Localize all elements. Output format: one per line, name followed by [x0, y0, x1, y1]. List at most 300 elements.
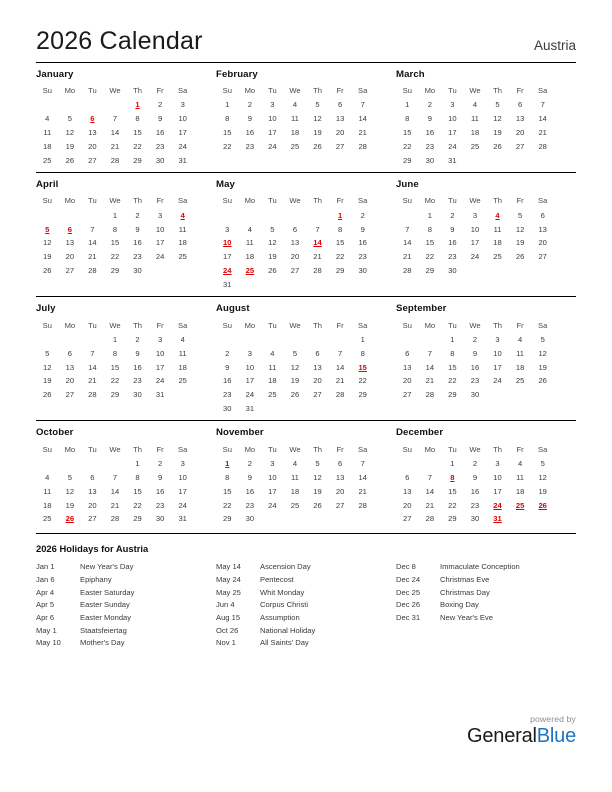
- weekday-header-th: Th: [493, 320, 502, 330]
- empty-day-cell: [509, 512, 532, 526]
- weekday-header-su: Su: [402, 196, 412, 206]
- month-name: January: [36, 68, 74, 80]
- day-cell: 27: [403, 390, 412, 400]
- holiday-name: Easter Saturday: [80, 587, 135, 597]
- month-block-august: [216, 303, 396, 415]
- day-cell: 9: [247, 472, 252, 482]
- week-row: [216, 277, 374, 291]
- day-cell: 31: [245, 403, 255, 413]
- day-cell: 13: [290, 238, 300, 248]
- day-cell: 23: [245, 141, 255, 151]
- day-cell: 23: [133, 252, 142, 262]
- empty-day-cell: [239, 208, 262, 222]
- day-cell: 30: [133, 390, 142, 400]
- empty-day-cell: [329, 333, 352, 347]
- page-title: 2026 Calendar: [36, 27, 203, 55]
- day-cell: 29: [110, 390, 120, 400]
- day-cell: 31: [448, 155, 457, 165]
- day-cell: 28: [88, 265, 97, 275]
- day-cell: 5: [67, 472, 72, 482]
- day-cell: 2: [450, 210, 455, 220]
- month-block-december: [396, 427, 576, 525]
- day-cell: 7: [112, 114, 118, 124]
- day-cell: 22: [223, 500, 232, 510]
- holiday-day-cell: 26: [538, 500, 547, 510]
- day-cell: 10: [493, 348, 502, 358]
- week-row: [36, 139, 194, 153]
- holidays-title: 2026 Holidays for Austria: [36, 542, 149, 554]
- holiday-list-item: [36, 611, 210, 624]
- week-row: [396, 112, 554, 126]
- day-cell: 24: [178, 141, 187, 151]
- day-cell: 11: [291, 114, 299, 124]
- weekday-header-sa: Sa: [538, 444, 548, 454]
- day-cell: 23: [155, 141, 165, 151]
- day-cell: 15: [403, 127, 412, 137]
- week-row: [216, 484, 374, 498]
- day-cell: 24: [268, 141, 277, 151]
- day-cell: 16: [470, 486, 480, 496]
- day-cell: 12: [43, 362, 52, 372]
- day-cell: 10: [268, 472, 277, 482]
- weekday-header-su: Su: [42, 196, 52, 206]
- day-cell: 21: [403, 252, 412, 262]
- day-cell: 4: [472, 100, 478, 110]
- holidays-columns: [36, 561, 576, 650]
- weekday-header-th: Th: [313, 86, 322, 95]
- day-cell: 21: [538, 127, 547, 137]
- month-name: May: [216, 178, 235, 190]
- day-cell: 4: [247, 224, 252, 234]
- day-cell: 14: [358, 114, 367, 124]
- weekday-header-fr: Fr: [336, 444, 344, 454]
- day-cell: 11: [471, 114, 479, 124]
- day-cell: 27: [65, 390, 75, 400]
- empty-day-cell: [59, 208, 82, 222]
- day-cell: 9: [225, 362, 230, 372]
- week-row: [216, 346, 374, 360]
- day-cell: 18: [245, 252, 255, 262]
- day-cell: 9: [247, 114, 252, 124]
- day-cell: 19: [268, 252, 277, 262]
- day-cell: 27: [313, 390, 322, 400]
- week-row: [396, 484, 554, 498]
- holiday-day-cell: 24: [493, 500, 502, 510]
- day-cell: 9: [427, 114, 432, 124]
- day-cell: 26: [290, 390, 300, 400]
- day-cell: 3: [225, 224, 230, 234]
- month-name: February: [216, 68, 258, 80]
- day-cell: 4: [292, 459, 298, 469]
- weekday-header-th: Th: [493, 444, 502, 454]
- day-cell: 31: [178, 514, 187, 524]
- holiday-name: New Year's Eve: [440, 612, 493, 622]
- holiday-list-item: [396, 611, 570, 624]
- holiday-day-cell: 1: [135, 100, 140, 110]
- day-cell: 6: [315, 348, 320, 358]
- day-cell: 2: [427, 100, 432, 110]
- day-cell: 2: [360, 210, 365, 220]
- day-cell: 15: [448, 362, 457, 372]
- weekday-header-row: [396, 319, 554, 333]
- day-cell: 5: [315, 100, 320, 110]
- weekday-header-su: Su: [222, 196, 232, 206]
- day-cell: 16: [223, 376, 232, 386]
- day-cell: 7: [337, 348, 343, 358]
- week-row: [36, 471, 194, 485]
- day-cell: 29: [335, 265, 345, 275]
- day-cell: 25: [470, 141, 480, 151]
- day-cell: 13: [65, 362, 75, 372]
- quarter-row: [36, 172, 576, 296]
- day-cell: 12: [290, 362, 300, 372]
- day-cell: 29: [133, 514, 142, 524]
- day-cell: 1: [450, 459, 455, 469]
- day-cell: 21: [358, 486, 367, 496]
- week-row: [36, 153, 194, 167]
- day-cell: 6: [337, 459, 343, 469]
- day-cell: 5: [495, 100, 500, 110]
- weekday-header-tu: Tu: [268, 444, 277, 454]
- holiday-list-item: [36, 561, 210, 574]
- weekday-header-sa: Sa: [178, 86, 188, 95]
- weekday-header-tu: Tu: [268, 196, 277, 206]
- weekday-header-mo: Mo: [244, 196, 256, 206]
- day-cell: 19: [43, 376, 52, 386]
- weekday-header-tu: Tu: [448, 444, 457, 454]
- day-cell: 3: [495, 459, 500, 469]
- day-cell: 18: [268, 376, 277, 386]
- month-block-september: [396, 303, 576, 415]
- day-cell: 8: [405, 114, 410, 124]
- holiday-date: Dec 8: [396, 562, 416, 572]
- day-cell: 12: [313, 472, 322, 482]
- week-row: [216, 360, 374, 374]
- empty-day-cell: [351, 277, 374, 291]
- day-cell: 19: [313, 127, 322, 137]
- day-cell: 29: [425, 265, 435, 275]
- day-cell: 16: [133, 238, 142, 248]
- week-row: [36, 264, 194, 278]
- day-cell: 13: [313, 362, 322, 372]
- empty-day-cell: [216, 208, 239, 222]
- weekday-header-row: [216, 319, 374, 333]
- weekday-header-row: [216, 85, 374, 99]
- weekday-header-fr: Fr: [156, 320, 164, 330]
- day-cell: 23: [470, 500, 480, 510]
- weekday-header-mo: Mo: [64, 196, 76, 206]
- holiday-day-cell: 4: [180, 210, 185, 220]
- holiday-day-cell: 14: [313, 238, 322, 248]
- holiday-date: May 10: [36, 638, 61, 648]
- day-cell: 4: [45, 114, 50, 124]
- day-cell: 30: [245, 514, 255, 524]
- day-cell: 25: [268, 390, 277, 400]
- weekday-header-sa: Sa: [358, 444, 368, 454]
- month-block-july: [36, 303, 216, 415]
- day-cell: 8: [112, 348, 118, 358]
- day-cell: 7: [427, 348, 432, 358]
- day-cell: 29: [223, 514, 232, 524]
- country-label: Austria: [533, 37, 576, 53]
- day-cell: 8: [427, 224, 432, 234]
- weekday-header-mo: Mo: [64, 444, 76, 454]
- weekday-header-th: Th: [133, 444, 142, 454]
- weekday-header-we: We: [109, 320, 121, 330]
- day-cell: 18: [178, 238, 187, 248]
- holiday-list-item: [216, 599, 390, 612]
- day-cell: 5: [292, 348, 298, 358]
- day-cell: 26: [515, 252, 525, 262]
- day-cell: 16: [245, 486, 255, 496]
- weekday-header-fr: Fr: [516, 196, 524, 206]
- day-cell: 26: [493, 141, 502, 151]
- calendar-grid: [36, 62, 576, 531]
- weekday-header-mo: Mo: [64, 86, 76, 95]
- week-row: [216, 208, 374, 222]
- quarter-row: [36, 420, 576, 530]
- day-cell: 1: [360, 334, 365, 344]
- empty-day-cell: [171, 264, 194, 278]
- month-block-october: [36, 427, 216, 525]
- day-cell: 20: [290, 252, 300, 262]
- day-cell: 24: [178, 500, 187, 510]
- holiday-list-item: [396, 599, 570, 612]
- day-cell: 12: [65, 486, 75, 496]
- day-cell: 4: [45, 472, 50, 482]
- empty-day-cell: [351, 512, 374, 526]
- day-cell: 3: [180, 459, 185, 469]
- day-cell: 20: [335, 127, 345, 137]
- weekday-header-fr: Fr: [336, 320, 344, 330]
- day-cell: 2: [247, 100, 252, 110]
- empty-day-cell: [104, 98, 127, 112]
- day-cell: 18: [493, 238, 502, 248]
- month-day-grid: [36, 195, 194, 277]
- holiday-date: Dec 31: [396, 612, 421, 622]
- week-row: [36, 126, 194, 140]
- day-cell: 10: [178, 472, 187, 482]
- day-cell: 27: [515, 141, 525, 151]
- holiday-name: Ascension Day: [260, 562, 311, 572]
- holiday-name: Christmas Day: [440, 587, 490, 597]
- holiday-list-item: [216, 637, 390, 650]
- day-cell: 20: [515, 127, 525, 137]
- holiday-date: Apr 6: [36, 612, 55, 622]
- day-cell: 23: [223, 390, 232, 400]
- week-row: [36, 236, 194, 250]
- day-cell: 7: [540, 100, 545, 110]
- holiday-date: Dec 26: [396, 600, 421, 610]
- empty-day-cell: [284, 208, 307, 222]
- day-cell: 10: [155, 348, 165, 358]
- day-cell: 3: [180, 100, 185, 110]
- day-cell: 18: [43, 500, 52, 510]
- day-cell: 7: [405, 224, 410, 234]
- weekday-header-su: Su: [42, 444, 52, 454]
- day-cell: 10: [155, 224, 165, 234]
- week-row: [216, 222, 374, 236]
- day-cell: 1: [135, 459, 140, 469]
- day-cell: 17: [493, 486, 502, 496]
- day-cell: 7: [112, 472, 118, 482]
- empty-day-cell: [486, 388, 509, 402]
- holiday-name: Immaculate Conception: [440, 562, 520, 572]
- day-cell: 12: [65, 127, 75, 137]
- day-cell: 15: [110, 362, 120, 372]
- holidays-section: [36, 533, 576, 650]
- day-cell: 11: [516, 348, 525, 358]
- holiday-date: Oct 26: [216, 625, 239, 635]
- day-cell: 26: [268, 265, 277, 275]
- day-cell: 29: [110, 265, 120, 275]
- day-cell: 25: [178, 252, 187, 262]
- day-cell: 5: [540, 334, 545, 344]
- day-cell: 9: [472, 472, 478, 482]
- day-cell: 16: [470, 362, 480, 372]
- day-cell: 16: [133, 362, 142, 372]
- day-cell: 28: [88, 390, 97, 400]
- empty-day-cell: [306, 512, 329, 526]
- day-cell: 20: [335, 486, 345, 496]
- day-cell: 5: [540, 459, 545, 469]
- holiday-name: Easter Sunday: [80, 600, 130, 610]
- month-name: December: [396, 427, 444, 439]
- holiday-column: [36, 561, 216, 650]
- day-cell: 22: [110, 376, 120, 386]
- holiday-list-item: [36, 573, 210, 586]
- day-cell: 30: [155, 514, 165, 524]
- day-cell: 17: [178, 127, 187, 137]
- day-cell: 23: [448, 252, 457, 262]
- empty-day-cell: [306, 333, 329, 347]
- day-cell: 22: [335, 252, 345, 262]
- weekday-header-tu: Tu: [88, 86, 97, 95]
- day-cell: 29: [133, 155, 142, 165]
- weekday-header-su: Su: [222, 320, 232, 330]
- day-cell: 10: [245, 362, 255, 372]
- week-row: [36, 112, 194, 126]
- day-cell: 9: [472, 348, 478, 358]
- day-cell: 29: [358, 390, 367, 400]
- day-cell: 2: [157, 100, 163, 110]
- day-cell: 2: [135, 334, 140, 344]
- week-row: [396, 346, 554, 360]
- day-cell: 6: [540, 210, 545, 220]
- day-cell: 15: [133, 486, 142, 496]
- empty-day-cell: [104, 457, 127, 471]
- holiday-date: Apr 5: [36, 600, 55, 610]
- day-cell: 8: [337, 224, 343, 234]
- day-cell: 7: [360, 459, 365, 469]
- week-row: [36, 374, 194, 388]
- day-cell: 11: [178, 224, 187, 234]
- day-cell: 6: [337, 100, 343, 110]
- week-row: [216, 402, 374, 416]
- day-cell: 2: [157, 459, 163, 469]
- empty-day-cell: [36, 457, 59, 471]
- empty-day-cell: [351, 402, 374, 416]
- day-cell: 14: [110, 127, 120, 137]
- weekday-header-row: [216, 443, 374, 457]
- empty-day-cell: [216, 333, 239, 347]
- quarter-row: [36, 296, 576, 420]
- empty-day-cell: [531, 264, 554, 278]
- weekday-header-row: [36, 195, 194, 209]
- weekday-header-su: Su: [42, 320, 52, 330]
- weekday-header-sa: Sa: [178, 320, 188, 330]
- month-block-march: [396, 69, 576, 167]
- weekday-header-tu: Tu: [88, 444, 97, 454]
- day-cell: 22: [448, 500, 457, 510]
- day-cell: 3: [270, 100, 275, 110]
- day-cell: 4: [517, 459, 523, 469]
- holiday-name: Christmas Eve: [440, 574, 490, 584]
- empty-day-cell: [306, 208, 329, 222]
- month-block-november: [216, 427, 396, 525]
- holiday-day-cell: 1: [225, 459, 230, 469]
- month-day-grid: [396, 319, 554, 401]
- holiday-list-item: [216, 611, 390, 624]
- weekday-header-we: We: [469, 320, 481, 330]
- weekday-header-th: Th: [493, 196, 502, 206]
- week-row: [396, 236, 554, 250]
- weekday-header-th: Th: [313, 196, 322, 206]
- weekday-header-we: We: [109, 86, 121, 95]
- day-cell: 16: [245, 127, 255, 137]
- holiday-list-item: [396, 586, 570, 599]
- day-cell: 26: [43, 265, 52, 275]
- weekday-header-su: Su: [222, 444, 232, 454]
- day-cell: 1: [450, 334, 455, 344]
- day-cell: 13: [88, 486, 97, 496]
- month-block-april: [36, 179, 216, 291]
- day-cell: 19: [538, 362, 547, 372]
- day-cell: 2: [225, 348, 230, 358]
- day-cell: 3: [270, 459, 275, 469]
- empty-day-cell: [261, 277, 284, 291]
- weekday-header-fr: Fr: [336, 196, 344, 206]
- day-cell: 15: [425, 238, 435, 248]
- day-cell: 5: [315, 459, 320, 469]
- holiday-list-item: [216, 586, 390, 599]
- day-cell: 6: [517, 100, 523, 110]
- weekday-header-tu: Tu: [448, 196, 457, 206]
- day-cell: 5: [270, 224, 275, 234]
- week-row: [216, 333, 374, 347]
- weekday-header-th: Th: [313, 444, 322, 454]
- month-block-may: [216, 179, 396, 291]
- holiday-day-cell: 6: [90, 114, 95, 124]
- day-cell: 5: [517, 210, 523, 220]
- day-cell: 25: [290, 500, 300, 510]
- holiday-day-cell: 25: [515, 500, 525, 510]
- day-cell: 8: [112, 224, 118, 234]
- day-cell: 6: [405, 348, 410, 358]
- day-cell: 24: [493, 376, 502, 386]
- day-cell: 4: [180, 334, 185, 344]
- day-cell: 28: [313, 265, 322, 275]
- day-cell: 17: [245, 376, 255, 386]
- day-cell: 2: [472, 459, 478, 469]
- day-cell: 28: [425, 390, 435, 400]
- holiday-date: Aug 15: [216, 612, 241, 622]
- page-header: [36, 0, 576, 62]
- weekday-header-th: Th: [133, 196, 142, 206]
- day-cell: 3: [157, 210, 163, 220]
- day-cell: 6: [90, 472, 95, 482]
- holiday-list-item: [36, 624, 210, 637]
